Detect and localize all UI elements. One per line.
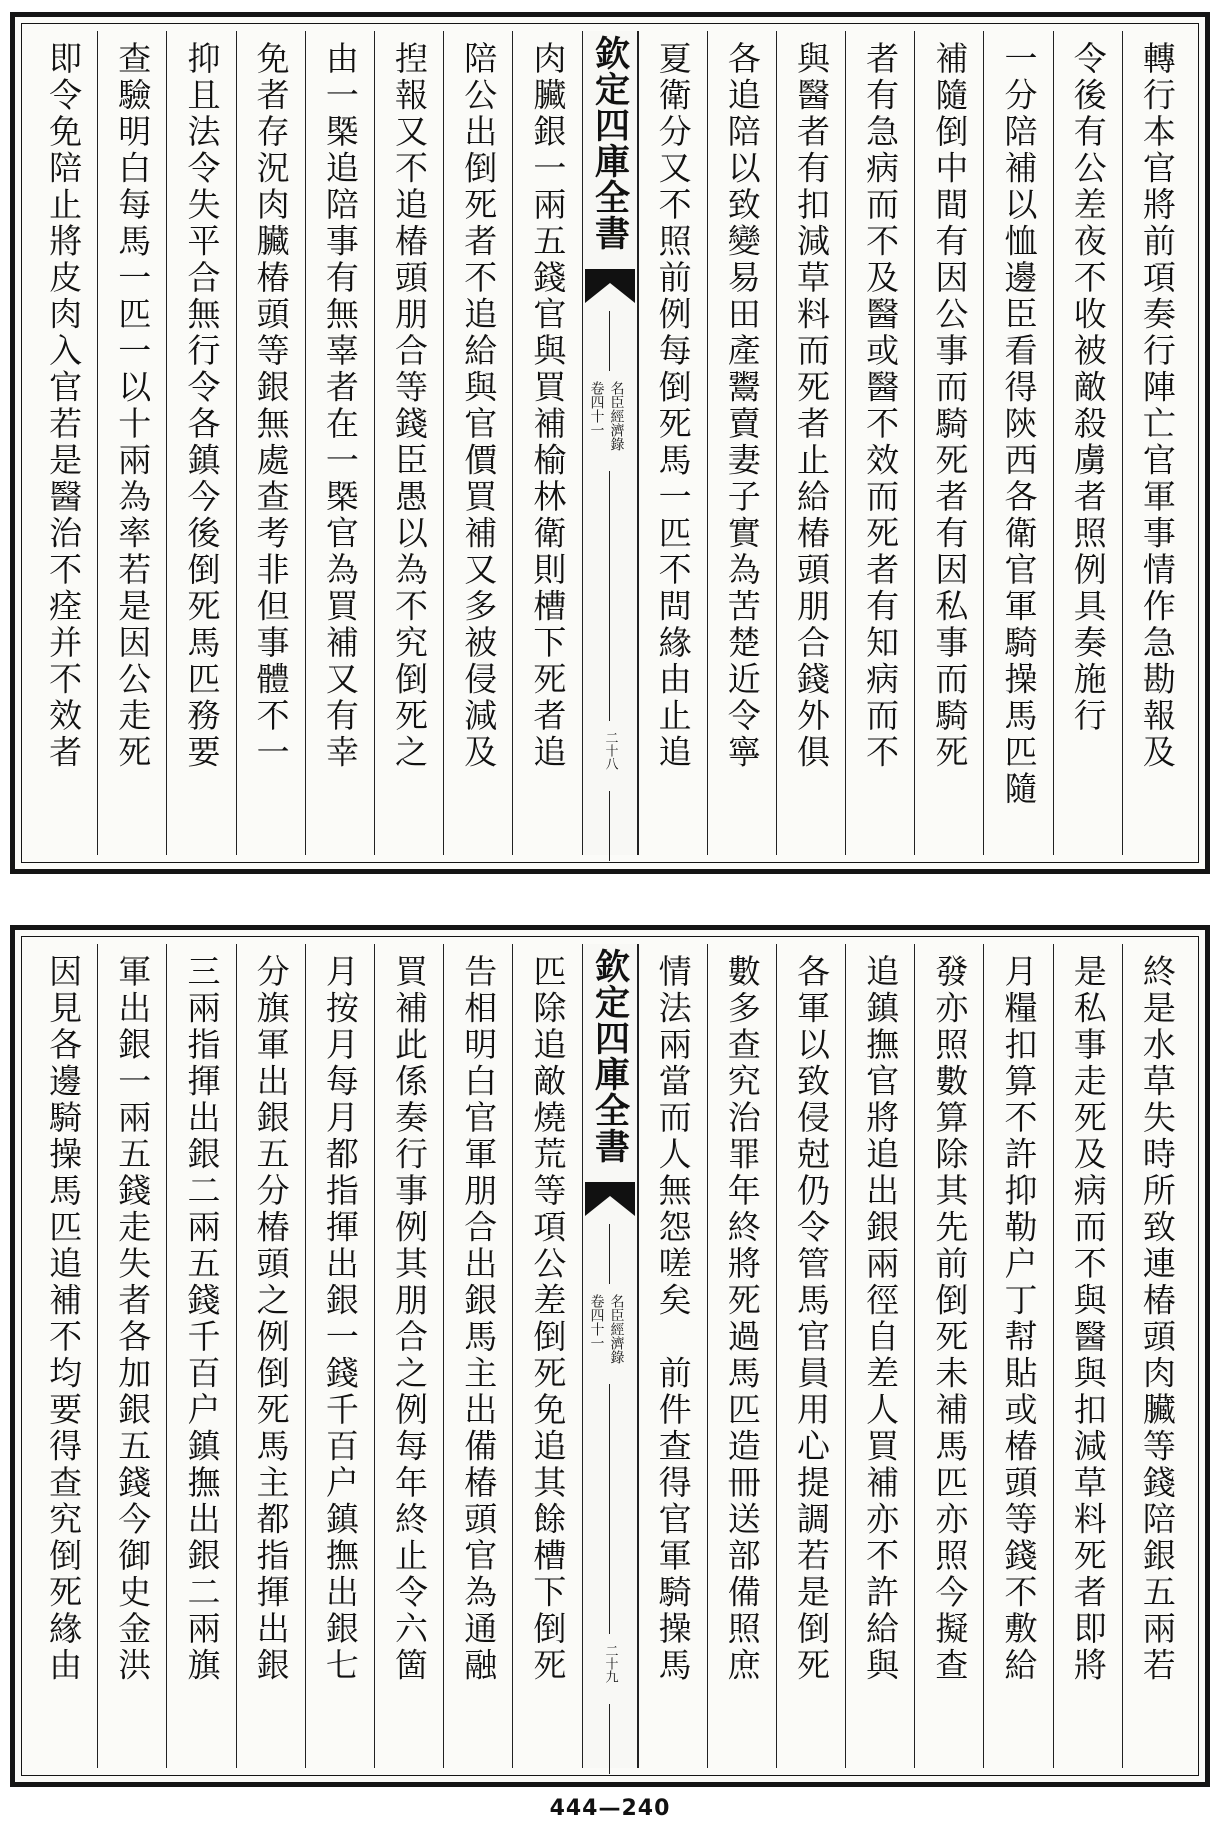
center-fold-column — [582, 944, 638, 1768]
column-text: 由一槩追陪事有無辜者在一槩官為買補又有幸 — [320, 41, 360, 771]
text-column — [983, 31, 1052, 855]
text-column — [512, 944, 581, 1768]
column-text: 終是水草失時所致連椿頭肉臟等錢陪銀五兩若 — [1137, 954, 1177, 1684]
column-text: 軍出銀一兩五錢走失者各加銀五錢今御史金洪 — [113, 954, 153, 1684]
column-text: 夏衛分又不照前例每倒死馬一匹不問緣由止追 — [653, 41, 693, 771]
text-column — [1122, 31, 1191, 855]
text-column — [374, 944, 443, 1768]
text-column — [776, 944, 845, 1768]
column-text: 抑且法令失平合無行令各鎮今後倒死馬匹務要 — [182, 41, 222, 771]
column-text: 各追陪以致變易田產鬻賣妻子實為苦楚近令寧 — [722, 41, 762, 771]
text-column — [166, 31, 235, 855]
column-text: 轉行本官將前項奏行陣亡官軍事情作急勘報及 — [1137, 41, 1177, 771]
text-column — [305, 31, 374, 855]
text-column — [236, 944, 305, 1768]
text-column — [638, 944, 707, 1768]
text-column — [1053, 31, 1122, 855]
column-text: 告相明白官軍朋合出銀馬主出備椿頭官為通融 — [459, 954, 499, 1684]
column-text: 匹除追敵燒荒等項公差倒死免追其餘槽下倒死 — [528, 954, 568, 1684]
center-fold-column — [582, 31, 638, 855]
text-column — [443, 944, 512, 1768]
center-rule — [609, 1384, 611, 1634]
column-text: 三兩指揮出銀二兩五錢千百户鎮撫出銀二兩旗 — [182, 954, 222, 1684]
text-column — [374, 31, 443, 855]
column-text: 數多查究治罪年終將死過馬匹造冊送部備照庶 — [722, 954, 762, 1684]
column-text: 與醫者有扣減草料而死者止給椿頭朋合錢外俱 — [791, 41, 831, 771]
column-text: 陪公出倒死者不追給與官價買補又多被侵減及 — [459, 41, 499, 771]
text-column — [1053, 944, 1122, 1768]
text-column — [236, 31, 305, 855]
collection-title: 欽定四庫全書 — [589, 948, 631, 1164]
column-text: 補隨倒中間有因公事而騎死者有因私事而騎死 — [930, 41, 970, 771]
center-rule — [609, 311, 611, 371]
text-column — [638, 31, 707, 855]
column-text: 揑報又不追椿頭朋合等錢臣愚以為不究倒死之 — [390, 41, 430, 771]
column-text: 即令免陪止將皮肉入官若是醫治不痊并不效者 — [44, 41, 84, 771]
page-number: 二十九 — [602, 1644, 618, 1683]
text-column — [29, 944, 97, 1768]
column-text: 肉臟銀一兩五錢官與買補榆林衛則槽下死者追 — [528, 41, 568, 771]
text-column — [914, 944, 983, 1768]
text-column — [29, 31, 97, 855]
column-text: 因見各邊騎操馬匹追補不均要得查究倒死緣由 — [44, 954, 84, 1684]
center-rule — [609, 791, 611, 861]
column-text: 各軍以致侵尅仍令管馬官員用心提調若是倒死 — [791, 954, 831, 1684]
text-column — [707, 31, 776, 855]
text-columns — [29, 31, 1191, 855]
column-text: 發亦照數算除其先前倒死未補馬匹亦照今擬查 — [930, 954, 970, 1684]
column-text: 情法兩當而人無怨嗟矣 前件查得官軍騎操馬 — [653, 954, 693, 1684]
column-text: 免者存況肉臟椿頭等銀無處查考非但事體不一 — [251, 41, 291, 771]
center-rule — [609, 1224, 611, 1284]
book-title: 名臣經濟錄 — [608, 1294, 625, 1364]
text-columns — [29, 944, 1191, 1768]
text-column — [776, 31, 845, 855]
column-text: 一分陪補以恤邊臣看得陝西各衛官軍騎操馬匹隨 — [999, 41, 1039, 808]
column-text: 分旗軍出銀五分椿頭之例倒死馬主都指揮出銀 — [251, 954, 291, 1684]
page-panel-upper — [10, 12, 1210, 874]
fish-tail-mark-icon — [585, 269, 635, 303]
column-text: 月按月每月都指揮出銀一錢千百户鎮撫出銀七 — [320, 954, 360, 1684]
column-text: 月糧扣算不許抑勒户丁幇貼或椿頭等錢不敷給 — [999, 954, 1039, 1684]
page-footer-number: 444—240 — [549, 1796, 671, 1821]
text-column — [983, 944, 1052, 1768]
collection-title: 欽定四庫全書 — [589, 35, 631, 251]
book-title: 名臣經濟錄 — [608, 381, 625, 451]
column-text: 者有急病而不及醫或醫不效而死者有知病而不 — [861, 41, 901, 771]
text-column — [1122, 944, 1191, 1768]
text-column — [97, 31, 166, 855]
center-rule — [609, 1704, 611, 1774]
center-rule — [609, 471, 611, 721]
text-column — [512, 31, 581, 855]
column-text: 查驗明白每馬一匹一以十兩為率若是因公走死 — [113, 41, 153, 771]
volume-label: 卷四十一 — [588, 1294, 605, 1350]
fish-tail-mark-icon — [585, 1182, 635, 1216]
text-column — [845, 31, 914, 855]
page-panel-lower — [10, 925, 1210, 1787]
column-text: 買補此係奏行事例其朋合之例每年終止令六箇 — [390, 954, 430, 1684]
text-column — [914, 31, 983, 855]
text-column — [443, 31, 512, 855]
text-column — [97, 944, 166, 1768]
text-column — [707, 944, 776, 1768]
text-column — [166, 944, 235, 1768]
volume-label: 卷四十一 — [588, 381, 605, 437]
text-column — [845, 944, 914, 1768]
page-number: 二十八 — [602, 731, 618, 770]
text-column — [305, 944, 374, 1768]
column-text: 追鎮撫官將追出銀兩徑自差人買補亦不許給與 — [861, 954, 901, 1684]
column-text: 令後有公差夜不收被敵殺虜者照例具奏施行 — [1068, 41, 1108, 735]
column-text: 是私事走死及病而不與醫與扣減草料死者即將 — [1068, 954, 1108, 1684]
